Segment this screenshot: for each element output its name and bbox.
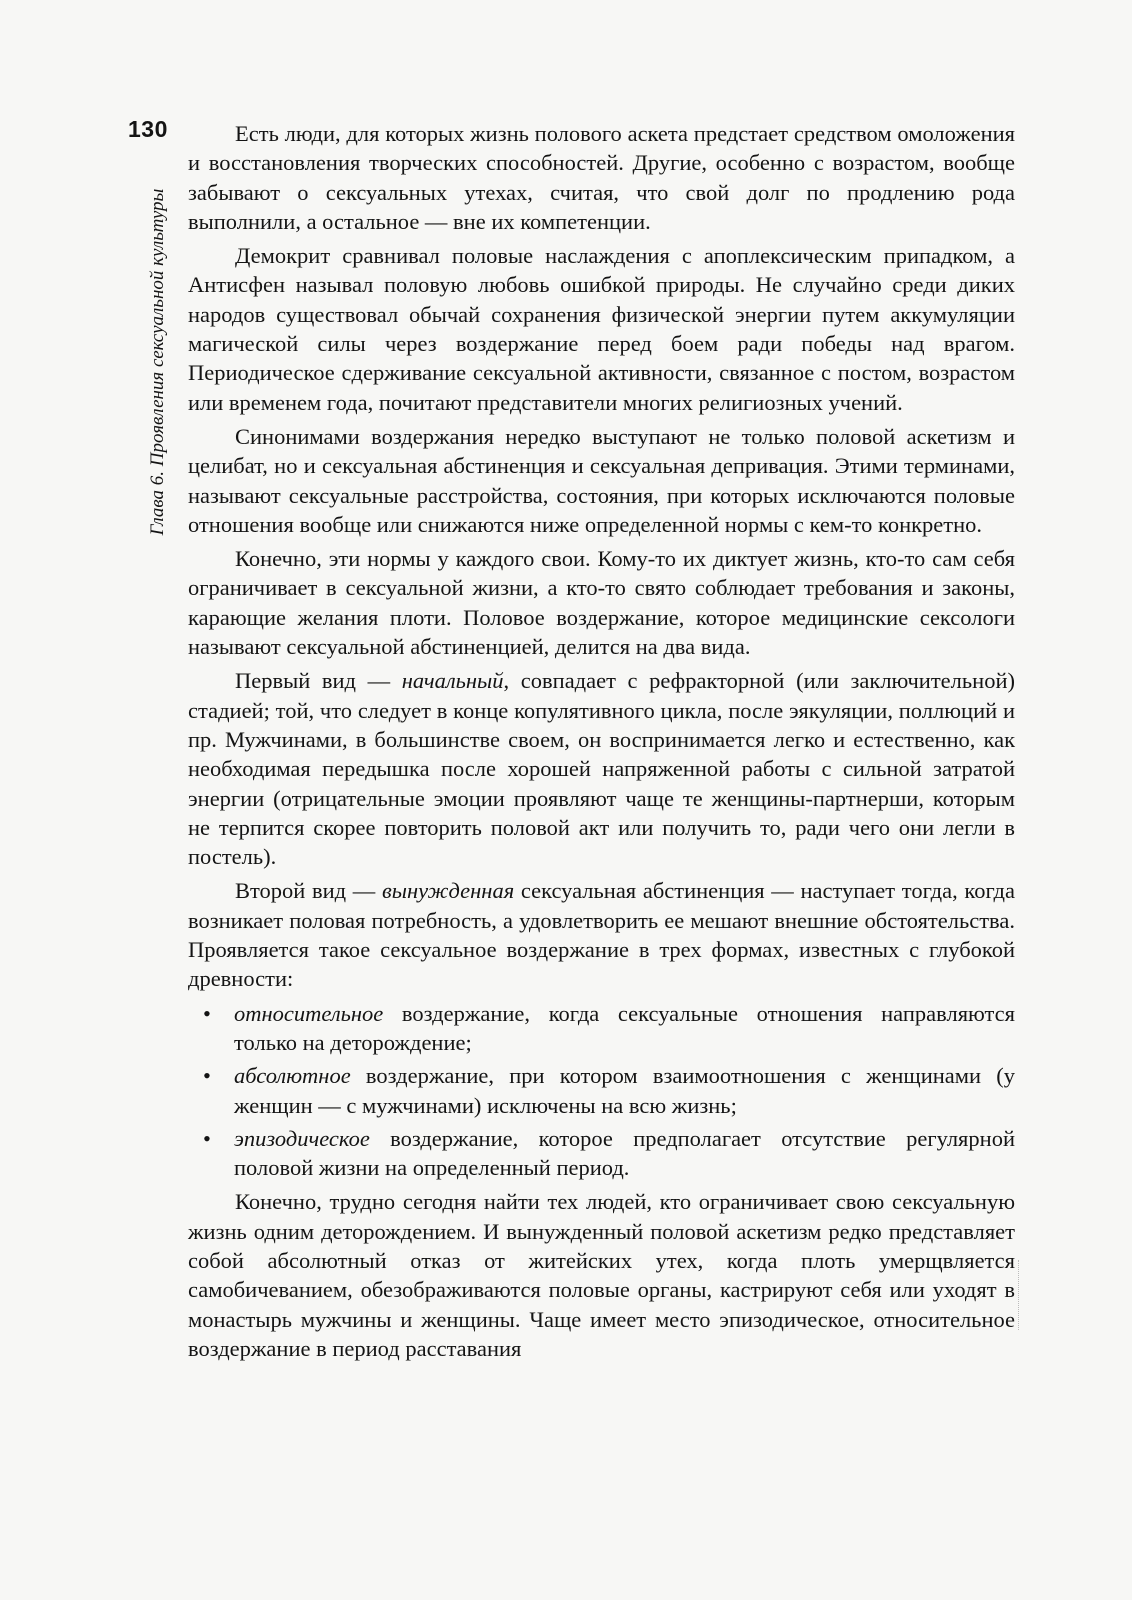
paragraph-1: Есть люди, для которых жизнь полового аскета предстает средством омоложения и восстановления творческих способностей. Другие, особенно с возрастом, вообще забывают о сексуальных утехах, считая, что свой долг по продлению рода выполнили, а остальное — вне их компетенции. bbox=[188, 121, 1015, 234]
bullet-item bbox=[188, 1124, 1015, 1183]
paragraph-3: Синонимами воздержания нередко выступают не только половой аскетизм и целибат, но и сексуальная абстиненция и сексуальная депривация. Этими терминами, называют сексуальные расстройства, состояния, при которых исключаются половые отношения вообще или снижаются ниже определенной нормы с кем-то конкретно. bbox=[188, 423, 1015, 537]
emphasis-term: вынужденная bbox=[381, 878, 515, 904]
text-run: , совпадает с рефракторной (или заключительной) стадией; той, что следует в конце копулятивного цикла, после эякуляции, поллюций и пр. Мужчинами, в большинстве своем, он воспринимается легко и естественно, как необходимая передышка после хорошей напряженной работы с сильной затратой энергии (отрицательные эмоции проявляют чаще те женщины-партнерши, которым не терпится скорее повторить половой акт или получить то, ради чего они легли в постель). bbox=[188, 668, 1015, 870]
text-run: Первый вид — bbox=[235, 668, 402, 694]
bullet-item bbox=[188, 999, 1015, 1058]
paragraph-first-kind bbox=[188, 666, 1015, 871]
bullet-marker: • bbox=[203, 1125, 211, 1151]
text-run: воздержание, которое предполагает отсутствие регулярной половой жизни на определенный период. bbox=[234, 1125, 1015, 1181]
emphasis-term: начальный bbox=[401, 668, 504, 694]
bullet-marker: • bbox=[203, 1063, 211, 1089]
bullet-marker: • bbox=[203, 1000, 211, 1026]
page-number: 130 bbox=[128, 116, 168, 142]
scan-margin-mark bbox=[1018, 1260, 1020, 1330]
running-head: Глава 6. Проявления сексуальной культуры bbox=[147, 188, 168, 536]
text-run: сексуальная абстиненция — наступает тогда, когда возникает половая потребность, а удовлетворить ее мешают внешние обстоятельства. Проявляется такое сексуальное воздержание в трех формах, известных с глубокой древности: bbox=[188, 878, 1015, 992]
bullet-item bbox=[188, 1061, 1015, 1120]
emphasis-term: абсолютное bbox=[234, 1063, 351, 1089]
emphasis-term: эпизодическое bbox=[234, 1125, 370, 1151]
paragraph-second-kind bbox=[188, 876, 1015, 993]
paragraph-closing: Конечно, трудно сегодня найти тех людей, кто ограничивает свою сексуальную жизнь одним деторождением. И вынужденный половой аскетизм редко представляет собой абсолютный отказ от житейских утех, когда плоть умерщвляется самобичеванием, обезображиваются половые органы, кастрируют себя или уходят в монастырь мужчины и женщины. Чаще имеет место эпизодическое, относительное воздержание в период расставания bbox=[188, 1189, 1015, 1361]
paragraph-2: Демокрит сравнивал половые наслаждения с апоплексическим припадком, а Антисфен называл половую любовь ошибкой природы. Не случайно среди диких народов существовал обычай сохранения физической энергии путем аккумуляции магической силы через воздержание перед боем ради победы над врагом. Периодическое сдерживание сексуальной активности, связанное с постом, возрастом или временем года, почитают представители многих религиозных учений. bbox=[188, 243, 1015, 415]
body-text bbox=[188, 119, 1015, 1368]
emphasis-term: относительное bbox=[234, 1000, 384, 1026]
text-run: воздержание, когда сексуальные отношения направляются только на деторождение; bbox=[234, 1000, 1015, 1055]
text-run: Второй вид — bbox=[235, 878, 382, 904]
text-run: воздержание, при котором взаимоотношения с женщинами (у женщин — с мужчинами) исключены на всю жизнь; bbox=[234, 1063, 1015, 1118]
paragraph-4: Конечно, эти нормы у каждого свои. Кому-то их диктует жизнь, кто-то сам себя ограничивает в сексуальной жизни, а кто-то свято соблюдает требования и законы, карающие желания плоти. Половое воздержание, которое медицинские сексологи называют сексуальной абстиненцией, делится на два вида. bbox=[188, 546, 1015, 660]
bullet-list bbox=[188, 999, 1015, 1183]
